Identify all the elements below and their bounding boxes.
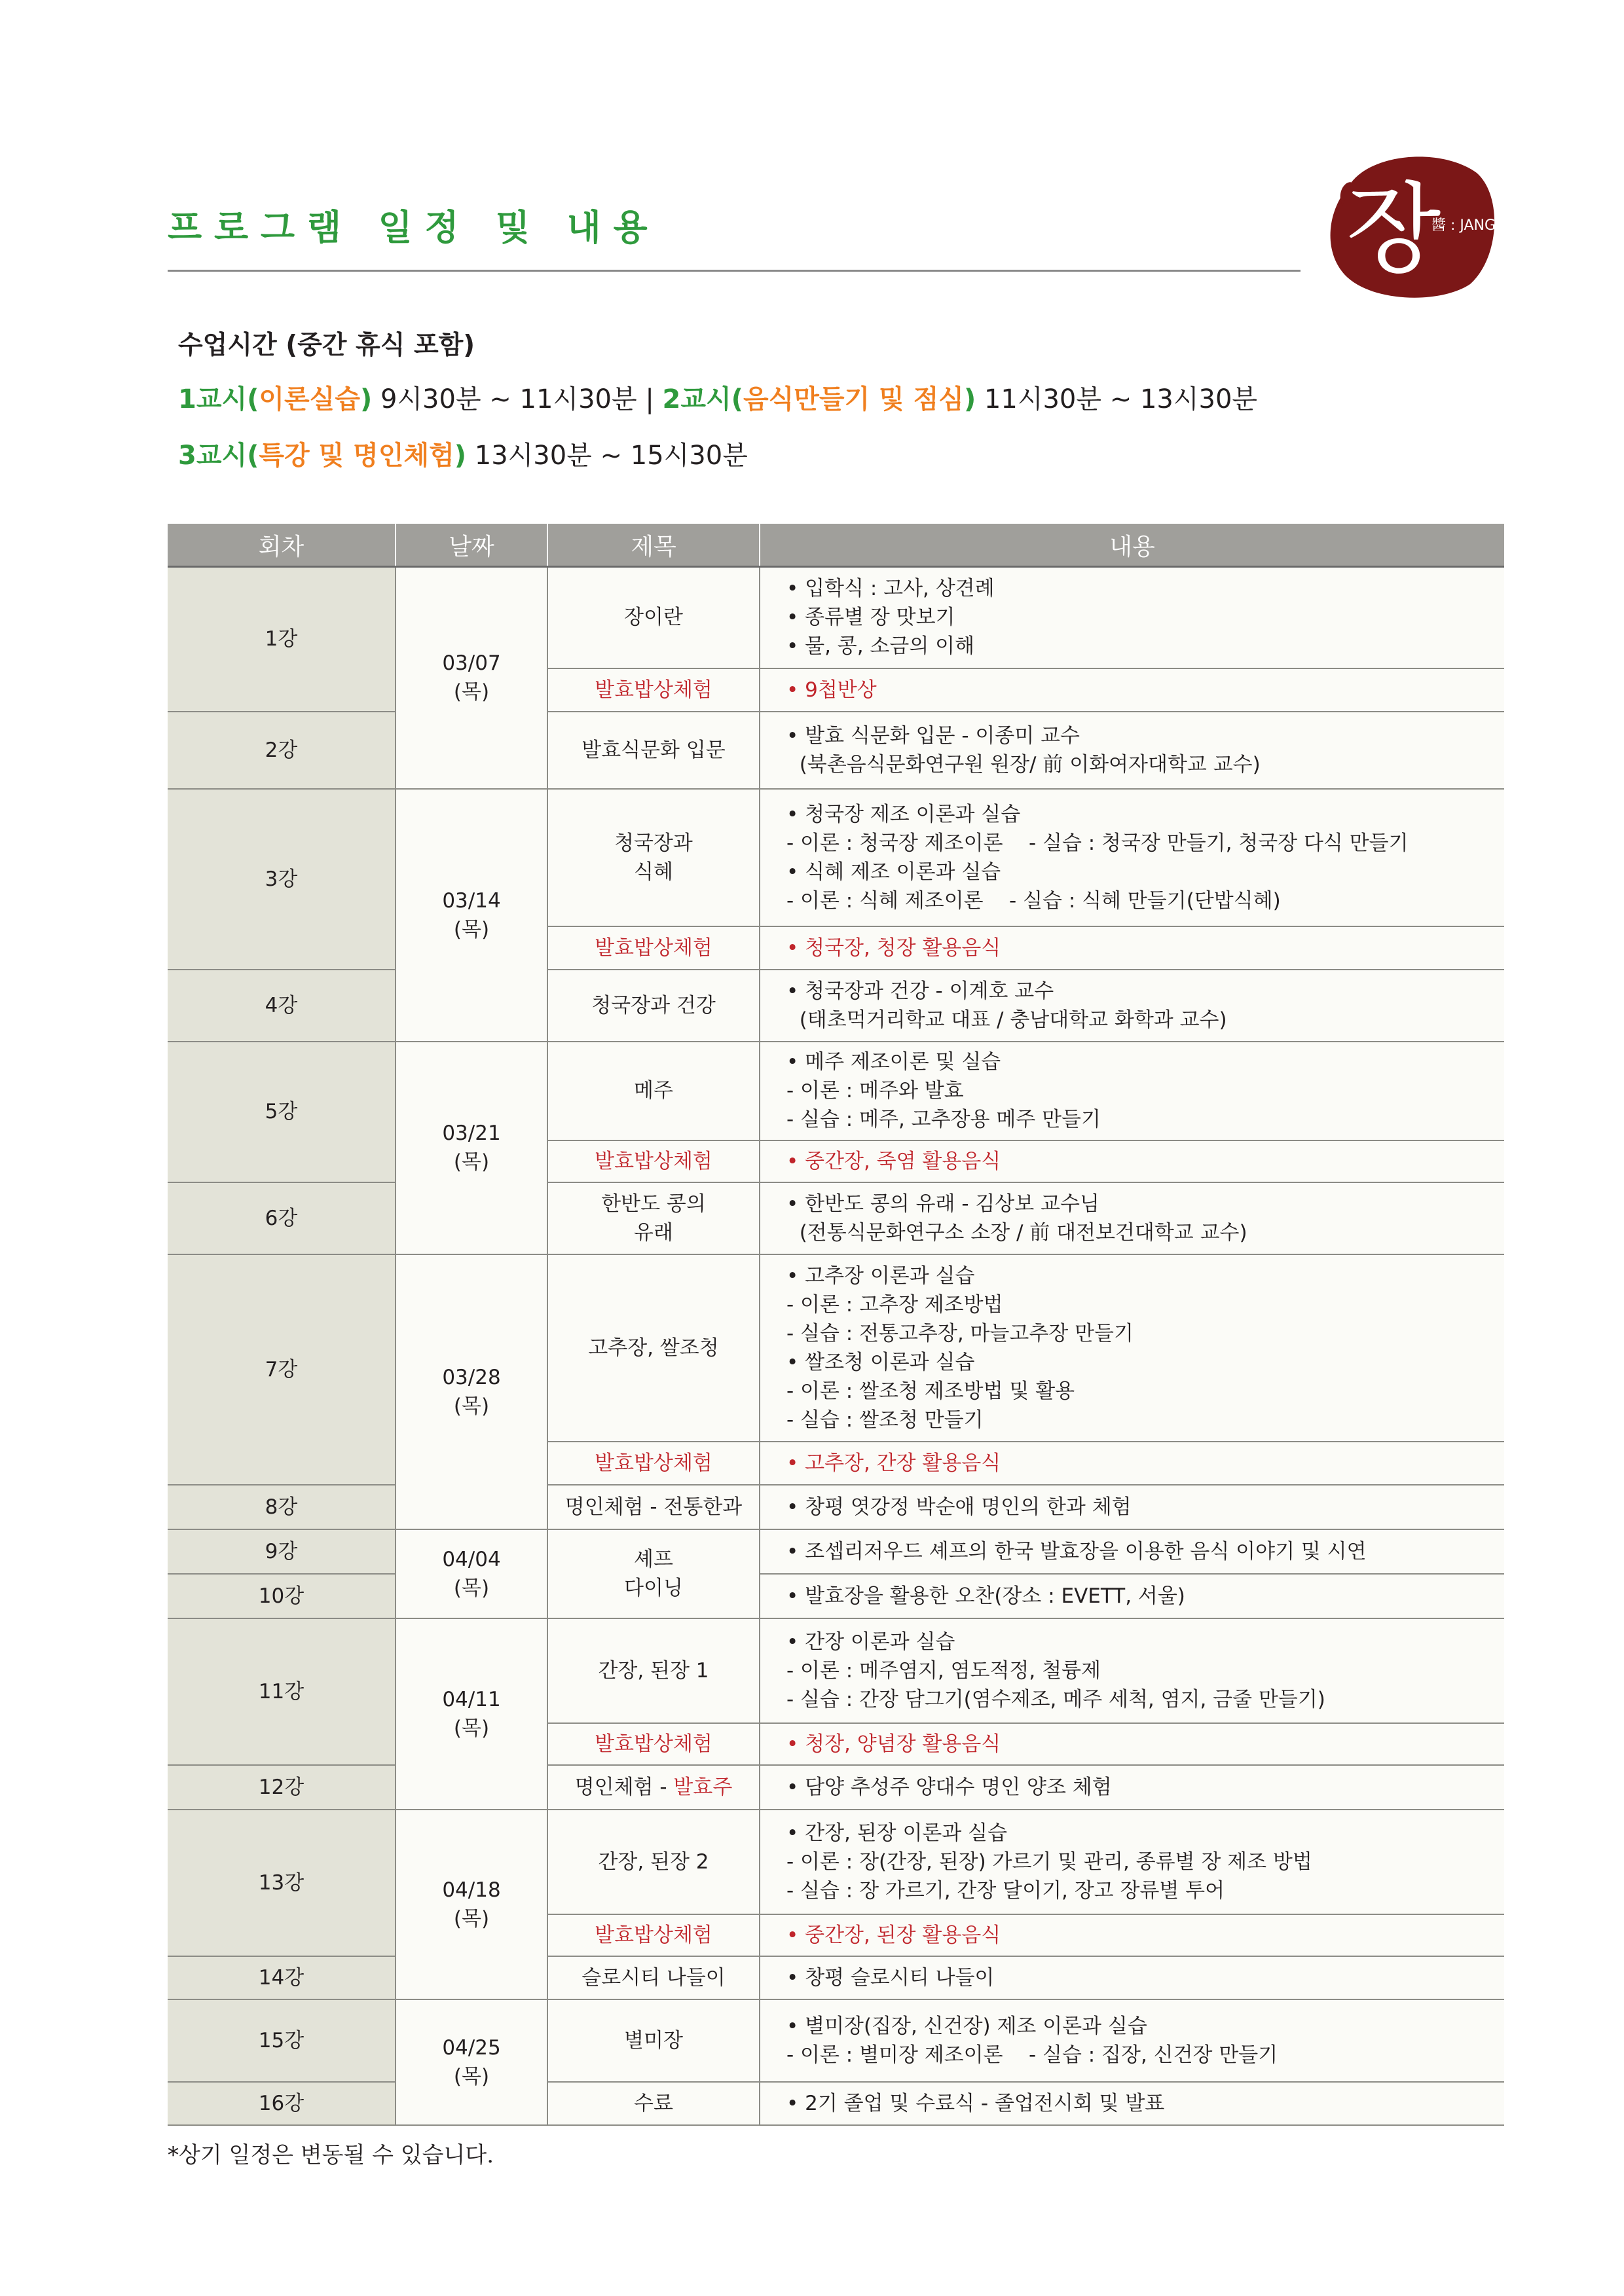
content-cell [760, 1182, 1504, 1254]
experience-content: • 중간장, 된장 활용음식 [760, 1914, 1504, 1956]
period-2-name: 음식만들기 및 점심 [743, 384, 964, 414]
table-row [168, 567, 1504, 668]
table-row [168, 1042, 1504, 1140]
content-line: - 실습 : 쌀조청 만들기 [786, 1408, 984, 1432]
class-time-heading: 수업시간 (중간 휴식 포함) [178, 331, 475, 360]
content-cell [760, 1618, 1504, 1723]
content-cell: • 창평 엿강정 박순애 명인의 한과 체험 [760, 1485, 1504, 1529]
content-line: • 고추장 이론과 실습 [786, 1264, 975, 1288]
session-number: 3강 [168, 789, 396, 970]
date: 03/07 [442, 651, 501, 676]
session-number: 12강 [168, 1765, 396, 1810]
table-row [168, 1574, 1504, 1618]
date-cell [396, 1810, 547, 1999]
table-row [168, 1999, 1504, 2082]
content-cell [760, 567, 1504, 668]
date-cell [396, 1999, 547, 2125]
date: 04/04 [442, 1547, 501, 1571]
title-cell [547, 1529, 760, 1618]
title-cell [547, 1765, 760, 1810]
session-number: 7강 [168, 1254, 396, 1485]
date: 04/11 [442, 1687, 501, 1711]
content-line: - 이론 : 메주와 발효 [786, 1079, 964, 1102]
content-cell [760, 1042, 1504, 1140]
date: 04/18 [442, 1878, 501, 1902]
title-cell: 장이란 [547, 567, 760, 668]
content-line: (북촌음식문화연구원 원장/ 前 이화여자대학교 교수) [786, 752, 1261, 776]
jang-logo [1323, 147, 1501, 302]
title-cell: 고추장, 쌀조청 [547, 1254, 760, 1442]
content-cell: • 창평 슬로시티 나들이 [760, 1956, 1504, 1999]
weekday: (목) [453, 1576, 490, 1600]
content-line: • 물, 콩, 소금의 이해 [786, 634, 975, 659]
experience-title: 발효밥상체험 [547, 926, 760, 970]
content-line: • 입학식 : 고사, 상견례 [786, 577, 995, 601]
weekday: (목) [453, 680, 490, 704]
content-cell [760, 712, 1504, 789]
content-line: - 실습 : 메주, 고추장용 메주 만들기 [786, 1108, 1101, 1131]
date-cell [396, 1042, 547, 1254]
header-date: 날짜 [396, 524, 547, 567]
content-cell: • 발효장을 활용한 오찬(장소 : EVETT, 서울) [760, 1574, 1504, 1618]
content-cell [760, 970, 1504, 1042]
content-line: - 이론 : 별미장 제조이론 - 실습 : 집장, 신건장 만들기 [786, 2043, 1278, 2067]
period-1-time: 9시30분 ~ 11시30분 [372, 384, 646, 414]
title-line: 한반도 콩의 [601, 1192, 706, 1216]
session-number: 16강 [168, 2082, 396, 2125]
session-number: 8강 [168, 1485, 396, 1529]
table-row [168, 1956, 1504, 1999]
experience-content: • 고추장, 간장 활용음식 [760, 1442, 1504, 1485]
session-number: 5강 [168, 1042, 396, 1182]
title-part: 명인체험 - [574, 1775, 674, 1799]
table-row [168, 1485, 1504, 1529]
header-session: 회차 [168, 524, 396, 567]
session-number: 6강 [168, 1182, 396, 1254]
title-highlight: 발효주 [673, 1775, 733, 1799]
table-row [168, 970, 1504, 1042]
period-2-close: ) [963, 384, 976, 414]
experience-content: • 중간장, 죽염 활용음식 [760, 1140, 1504, 1182]
class-time-line-1 [178, 378, 1257, 416]
session-number: 15강 [168, 1999, 396, 2082]
content-line: - 이론 : 청국장 제조이론 - 실습 : 청국장 만들기, 청국장 다식 만들기 [786, 831, 1409, 855]
session-number: 10강 [168, 1574, 396, 1618]
title-cell: 별미장 [547, 1999, 760, 2082]
session-number: 1강 [168, 567, 396, 712]
weekday: (목) [453, 1394, 490, 1418]
date-cell [396, 789, 547, 1042]
weekday: (목) [453, 2064, 490, 2088]
title-cell: 메주 [547, 1042, 760, 1140]
content-cell [760, 1999, 1504, 2082]
class-time-line-2 [178, 435, 748, 472]
date-cell [396, 1618, 547, 1810]
content-line: • 청국장과 건강 - 이계호 교수 [786, 979, 1054, 1003]
date-cell [396, 1254, 547, 1529]
content-line: (태초먹거리학교 대표 / 충남대학교 화학과 교수) [786, 1008, 1227, 1032]
content-line: (전통식문화연구소 소장 / 前 대전보건대학교 교수) [786, 1220, 1247, 1245]
header-title: 제목 [547, 524, 760, 567]
title-cell [547, 1182, 760, 1254]
content-line: • 메주 제조이론 및 실습 [786, 1050, 1001, 1074]
title-cell [547, 789, 760, 926]
table-header-row [168, 524, 1504, 567]
period-1-label: 1교시( [178, 384, 259, 414]
period-1-name: 이론실습 [259, 384, 360, 414]
table-row [168, 2082, 1504, 2125]
period-2-time: 11시30분 ~ 13시30분 [976, 384, 1258, 414]
title-cell: 간장, 된장 2 [547, 1810, 760, 1914]
logo-glyph: 장 [1346, 173, 1441, 287]
content-line: - 실습 : 장 가르기, 간장 달이기, 장고 장류별 투어 [786, 1878, 1225, 1903]
logo-subtitle: 醬 : JANG [1431, 217, 1496, 234]
experience-title: 발효밥상체험 [547, 1914, 760, 1956]
title-cell: 수료 [547, 2082, 760, 2125]
period-1-close: ) [360, 384, 373, 414]
title-cell: 발효식문화 입문 [547, 712, 760, 789]
content-cell [760, 1810, 1504, 1914]
period-3-label: 3교시( [178, 441, 259, 471]
content-line: - 이론 : 메주염지, 염도적정, 철륭제 [786, 1658, 1101, 1683]
footnote: *상기 일정은 변동될 수 있습니다. [168, 2142, 494, 2168]
weekday: (목) [453, 1716, 490, 1740]
content-line: • 종류별 장 맛보기 [786, 606, 955, 630]
content-line: • 식혜 제조 이론과 실습 [786, 860, 1001, 884]
table-row [168, 712, 1504, 789]
session-number: 11강 [168, 1618, 396, 1765]
weekday: (목) [453, 917, 490, 941]
date: 04/25 [442, 2035, 501, 2060]
schedule-table [168, 524, 1504, 2126]
content-line: • 청국장 제조 이론과 실습 [786, 802, 1021, 826]
content-line: • 별미장(집장, 신건장) 제조 이론과 실습 [786, 2014, 1147, 2038]
content-cell: • 2기 졸업 및 수료식 - 졸업전시회 및 발표 [760, 2082, 1504, 2125]
session-number: 9강 [168, 1529, 396, 1574]
table-row [168, 1618, 1504, 1723]
experience-content: • 9첩반상 [760, 668, 1504, 712]
header-content: 내용 [760, 524, 1504, 567]
content-line: • 발효 식문화 입문 - 이종미 교수 [786, 723, 1080, 748]
content-line: • 쌀조청 이론과 실습 [786, 1350, 975, 1374]
table-row [168, 1765, 1504, 1810]
content-cell [760, 789, 1504, 926]
table-row [168, 1810, 1504, 1914]
title-line: 셰프 [634, 1547, 673, 1571]
title-cell: 청국장과 건강 [547, 970, 760, 1042]
date: 03/14 [442, 888, 501, 913]
table-row [168, 1254, 1504, 1442]
content-line: - 이론 : 장(간장, 된장) 가르기 및 관리, 종류별 장 제조 방법 [786, 1850, 1312, 1874]
session-number: 13강 [168, 1810, 396, 1956]
content-line: • 간장, 된장 이론과 실습 [786, 1821, 1008, 1845]
table-row [168, 1529, 1504, 1574]
experience-content: • 청국장, 청장 활용음식 [760, 926, 1504, 970]
content-line: - 실습 : 간장 담그기(염수제조, 메주 세척, 염지, 금줄 만들기) [786, 1687, 1325, 1711]
period-divider: | [645, 384, 663, 414]
content-line: • 한반도 콩의 유래 - 김상보 교수님 [786, 1192, 1099, 1216]
date-cell [396, 1529, 547, 1618]
title-line: 식혜 [634, 860, 673, 884]
period-3-close: ) [454, 441, 467, 471]
session-number: 2강 [168, 712, 396, 789]
content-line: - 이론 : 식혜 제조이론 - 실습 : 식혜 만들기(단밥식혜) [786, 888, 1281, 913]
date: 03/21 [442, 1121, 501, 1145]
title-cell: 명인체험 - 전통한과 [547, 1485, 760, 1529]
content-cell: • 조셉리저우드 셰프의 한국 발효장을 이용한 음식 이야기 및 시연 [760, 1529, 1504, 1574]
title-line: 유래 [634, 1220, 673, 1245]
period-3-name: 특강 및 명인체험 [259, 441, 454, 471]
date: 03/28 [442, 1365, 501, 1389]
session-number: 4강 [168, 970, 396, 1042]
experience-content: • 청장, 양념장 활용음식 [760, 1723, 1504, 1765]
weekday: (목) [453, 1906, 490, 1931]
date-cell [396, 567, 547, 789]
title-cell: 슬로시티 나들이 [547, 1956, 760, 1999]
content-cell: • 담양 추성주 양대수 명인 양조 체험 [760, 1765, 1504, 1810]
page-title: 프 로 그 램 일 정 및 내 용 [168, 207, 648, 248]
title-line: 다이닝 [624, 1576, 683, 1600]
experience-title: 발효밥상체험 [547, 1723, 760, 1765]
period-3-time: 13시30분 ~ 15시30분 [466, 441, 748, 471]
experience-title: 발효밥상체험 [547, 1442, 760, 1485]
content-line: - 이론 : 고추장 제조방법 [786, 1292, 1003, 1317]
content-line: - 이론 : 쌀조청 제조방법 및 활용 [786, 1379, 1075, 1403]
title-line: 청국장과 [614, 831, 693, 855]
table-row [168, 1182, 1504, 1254]
content-line: - 실습 : 전통고추장, 마늘고추장 만들기 [786, 1321, 1134, 1345]
weekday: (목) [453, 1150, 490, 1174]
experience-title: 발효밥상체험 [547, 1140, 760, 1182]
content-cell [760, 1254, 1504, 1442]
content-line: • 간장 이론과 실습 [786, 1630, 955, 1654]
title-divider [168, 270, 1301, 272]
session-number: 14강 [168, 1956, 396, 1999]
table-row [168, 789, 1504, 926]
period-2-label: 2교시( [662, 384, 743, 414]
experience-title: 발효밥상체험 [547, 668, 760, 712]
title-cell: 간장, 된장 1 [547, 1618, 760, 1723]
